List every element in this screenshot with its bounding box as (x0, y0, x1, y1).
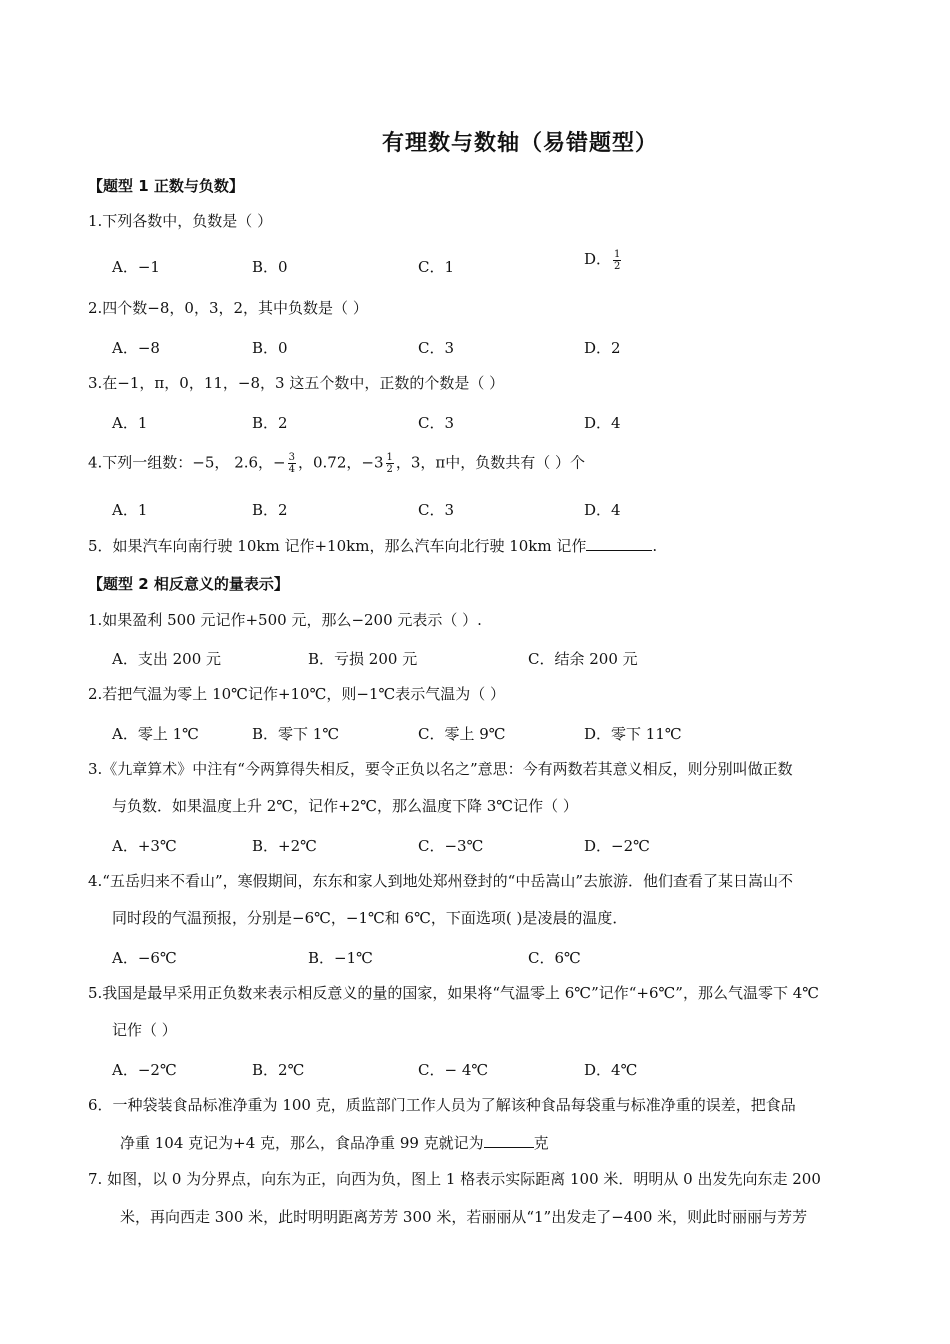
q2-6-line-2-end: 克 (533, 1134, 549, 1152)
question-2-6-line-1: 6．一种袋装食品标准净重为 100 克，质监部门工作人员为了解该种食品每袋重与标准净重的误差，把食品 (88, 1096, 796, 1114)
question-1-4-stem (88, 452, 868, 475)
q2-3-option-a: A．+3℃ (112, 837, 177, 855)
section-heading-2: 【题型 2 相反意义的量表示】 (88, 575, 289, 593)
q2-4-option-c: C．6℃ (528, 949, 581, 967)
question-2-5-line-1: 5.我国是最早采用正负数来表示相反意义的量的国家，如果将“气温零上 6℃”记作“+6℃”，那么气温零下 4℃ (88, 984, 820, 1002)
q2-2-option-a: A．零上 1℃ (112, 725, 199, 743)
q2-5-option-d: D．4℃ (584, 1061, 638, 1079)
q1-2-option-d: D．2 (584, 339, 621, 357)
question-1-2-stem: 2.四个数−8，0，3，2，其中负数是（ ） (88, 299, 368, 317)
q2-5-option-a: A．−2℃ (112, 1061, 177, 1079)
section-heading-1: 【题型 1 正数与负数】 (88, 177, 244, 195)
q1-3-option-c: C．3 (418, 414, 455, 432)
question-2-4-line-1: 4.“五岳归来不看山”，寒假期间，东东和家人到地处郑州登封的“中岳嵩山”去旅游．他们查看了某日嵩山不 (88, 872, 793, 890)
page-title: 有理数与数轴（易错题型） (381, 131, 658, 156)
q2-2-option-b: B．零下 1℃ (252, 725, 340, 743)
q2-5-option-c: C．− 4℃ (418, 1061, 489, 1079)
fraction-numerator: 1 (386, 452, 393, 463)
q1-5-stem-end: . (652, 537, 658, 555)
fraction-numerator: 3 (288, 452, 295, 463)
q2-3-option-b: B．+2℃ (252, 837, 317, 855)
q1-4-stem-part-c: ，3，π中，负数共有（ ）个 (395, 453, 586, 472)
question-1-3-stem: 3.在−1，π，0，11，−8，3 这五个数中，正数的个数是（ ） (88, 374, 505, 392)
answer-blank[interactable] (586, 536, 652, 551)
question-2-6-line-2 (120, 1133, 900, 1152)
q1-2-option-b: B．0 (252, 339, 288, 357)
q1-1-option-d (584, 248, 623, 272)
q2-1-option-a: A．支出 200 元 (112, 650, 221, 668)
q2-5-option-b: B．2℃ (252, 1061, 305, 1079)
question-2-5-line-2: 记作（ ） (112, 1021, 177, 1039)
question-2-2-stem: 2.若把气温为零上 10℃记作+10℃，则−1℃表示气温为（ ） (88, 685, 506, 703)
q1-4-option-b: B．2 (252, 501, 288, 519)
answer-blank[interactable] (484, 1133, 534, 1148)
q1-1-option-a: A．−1 (112, 258, 160, 276)
fraction-numerator: 1 (614, 248, 621, 260)
fraction (613, 249, 621, 272)
q1-3-option-d: D．4 (584, 414, 621, 432)
q1-4-option-a: A．1 (112, 501, 148, 519)
q1-4-option-d: D．4 (584, 501, 621, 519)
question-2-1-stem: 1.如果盈利 500 元记作+500 元，那么−200 元表示（ ）. (88, 611, 482, 629)
fraction (386, 452, 394, 475)
question-1-1-stem: 1.下列各数中，负数是（ ） (88, 212, 273, 230)
q2-4-option-a: A．−6℃ (112, 949, 177, 967)
fraction-denominator: 2 (386, 464, 393, 475)
question-2-7-line-1: 7. 如图，以 0 为分界点，向东为正，向西为负，图上 1 格表示实际距离 100 米．明明从 0 出发先向东走 200 (88, 1170, 821, 1188)
q2-3-option-d: D．−2℃ (584, 837, 650, 855)
q1-1-option-d-label: D． (584, 250, 612, 268)
question-2-3-line-2: 与负数．如果温度上升 2℃，记作+2℃，那么温度下降 3℃记作（ ） (112, 797, 578, 815)
fraction-denominator: 2 (614, 260, 621, 272)
q1-2-option-a: A．−8 (112, 339, 160, 357)
q2-1-option-b: B．亏损 200 元 (308, 650, 418, 668)
question-2-7-line-2: 米，再向西走 300 米，此时明明距离芳芳 300 米，若丽丽从“1”出发走了−400 米，则此时丽丽与芳芳 (120, 1208, 808, 1226)
q2-1-option-c: C．结余 200 元 (528, 650, 638, 668)
q2-4-option-b: B．−1℃ (308, 949, 373, 967)
q1-2-option-c: C．3 (418, 339, 455, 357)
q1-3-option-b: B．2 (252, 414, 288, 432)
fraction (288, 452, 296, 475)
question-1-5-stem (88, 536, 868, 555)
q2-6-line-2-text: 净重 104 克记为+4 克，那么，食品净重 99 克就记为 (120, 1134, 484, 1152)
q1-5-stem-text: 5．如果汽车向南行驶 10km 记作+10km，那么汽车向北行驶 10km 记作 (88, 537, 587, 555)
q2-2-option-d: D．零下 11℃ (584, 725, 682, 743)
q2-3-option-c: C．−3℃ (418, 837, 484, 855)
question-2-3-line-1: 3.《九章算术》中注有“今两算得失相反，要令正负以名之”意思：今有两数若其意义相反，则分别叫做正数 (88, 760, 793, 778)
q1-3-option-a: A．1 (112, 414, 148, 432)
q1-4-stem-part-b: ，0.72，−3 (298, 453, 384, 472)
q1-4-option-c: C．3 (418, 501, 455, 519)
fraction-denominator: 4 (288, 464, 295, 475)
q1-4-stem-part-a: 4.下列一组数：−5， 2.6，− (88, 453, 286, 472)
question-2-4-line-2: 同时段的气温预报，分别是−6℃，−1℃和 6℃，下面选项( )是凌晨的温度． (112, 909, 628, 927)
q1-1-option-c: C．1 (418, 258, 455, 276)
q2-2-option-c: C．零上 9℃ (418, 725, 506, 743)
q1-1-option-b: B．0 (252, 258, 288, 276)
